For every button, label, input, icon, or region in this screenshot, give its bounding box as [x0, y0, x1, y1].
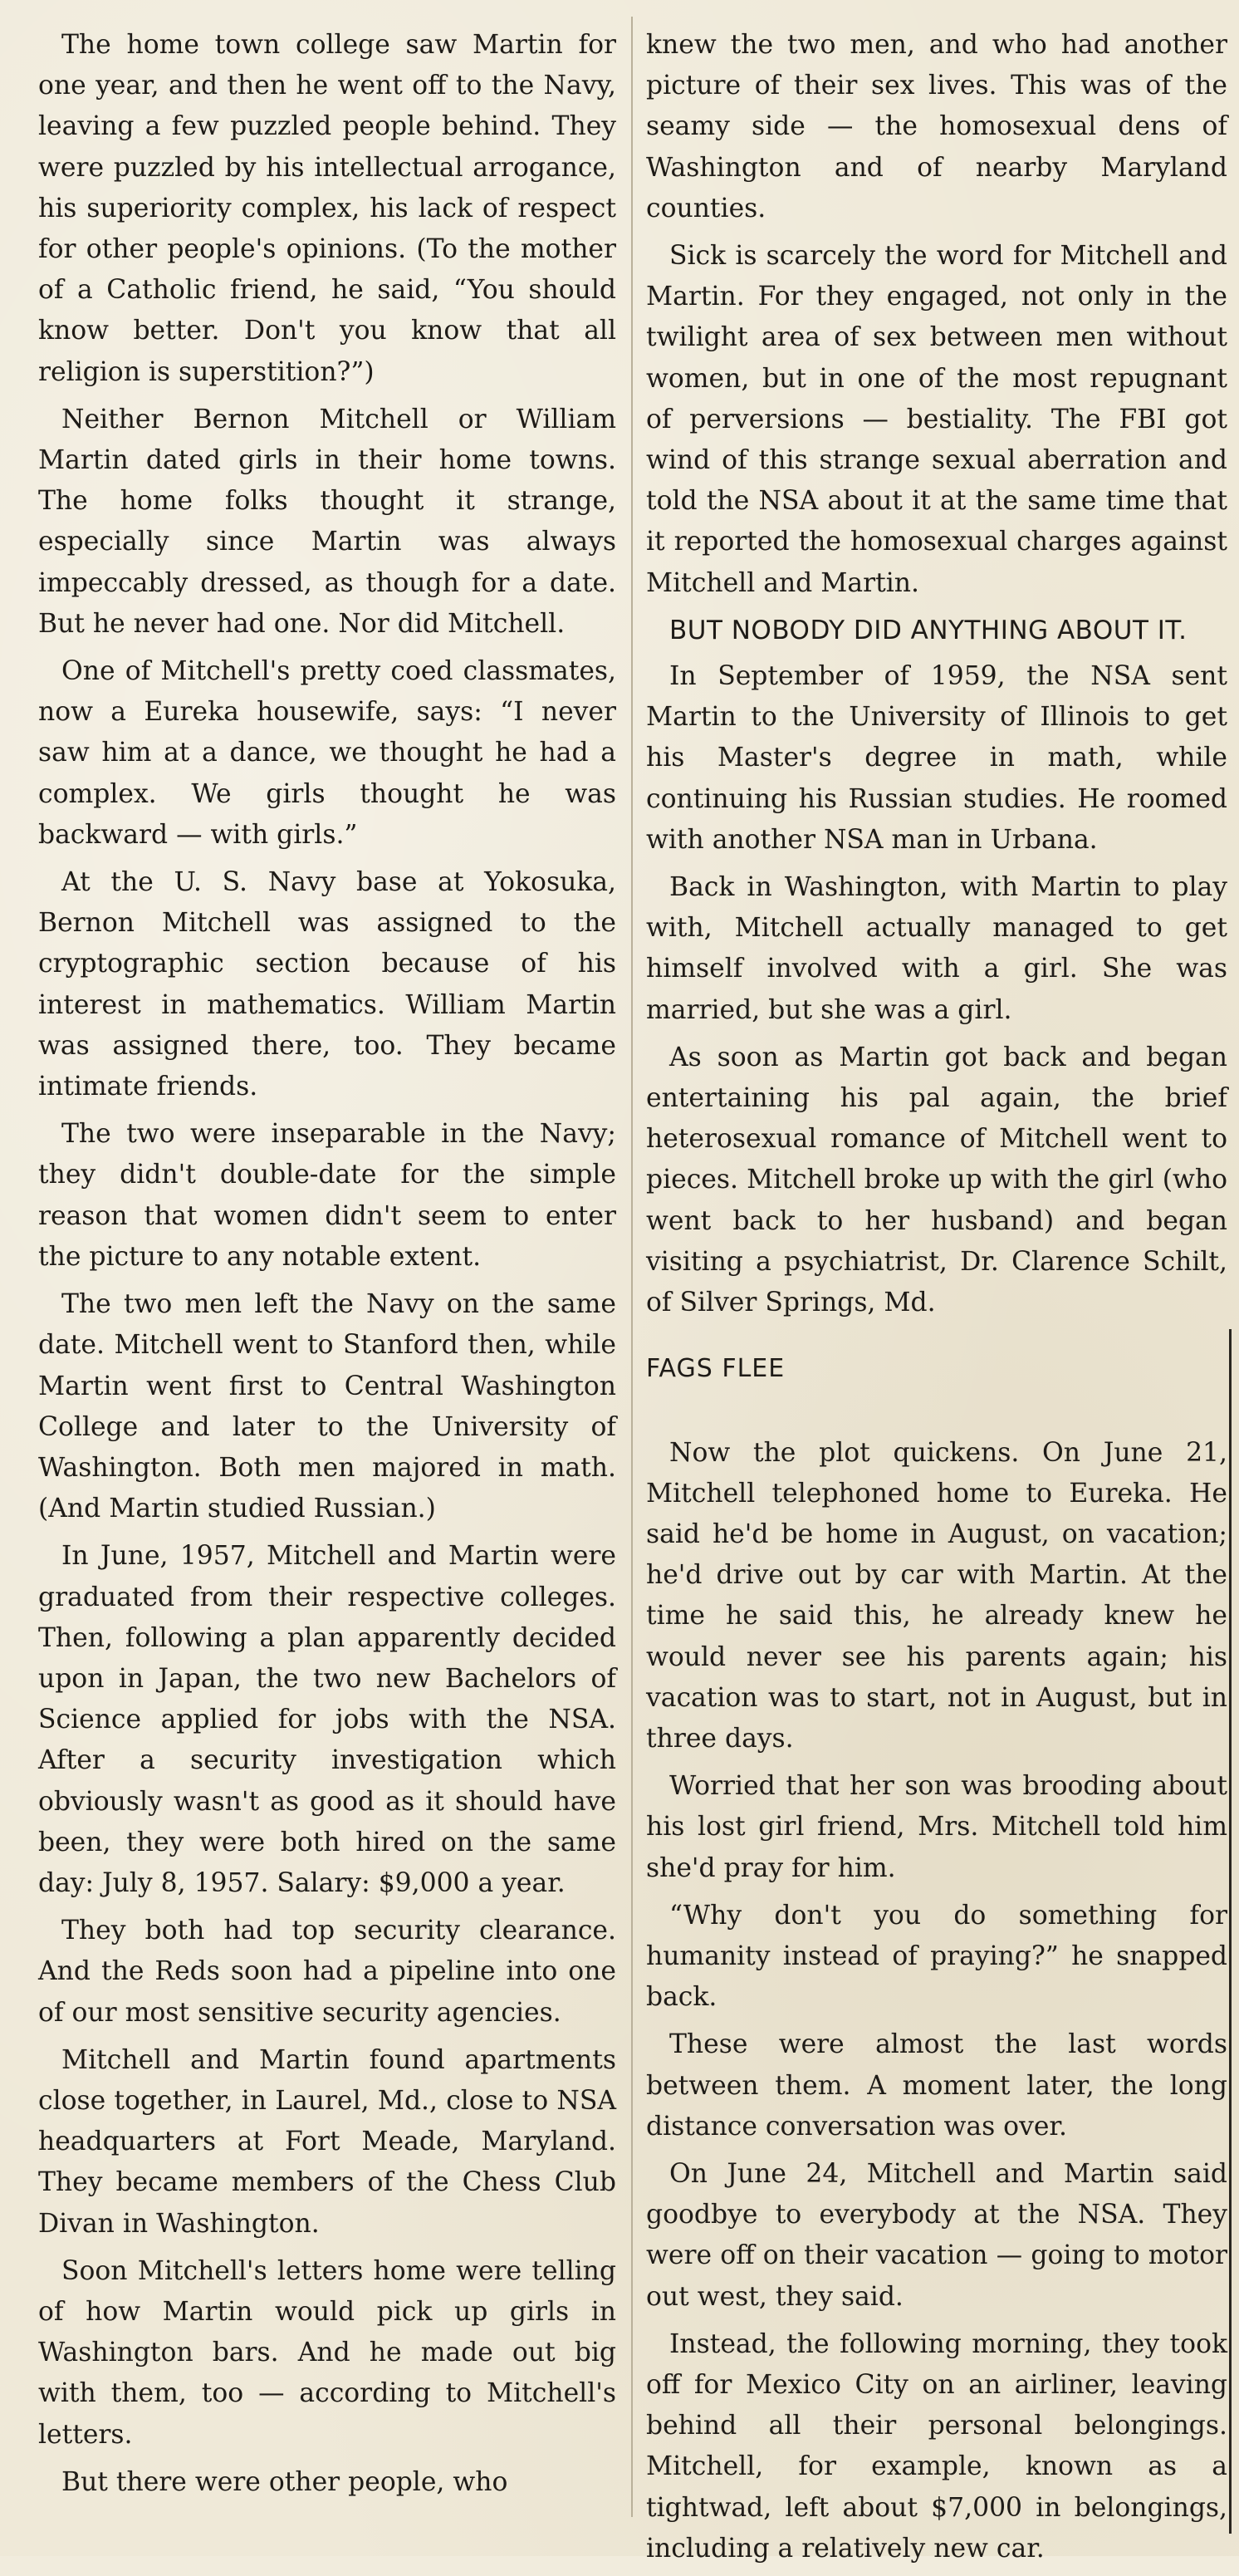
paragraph: knew the two men, and who had another picture of their sex lives. This was of the seamy side — the homosexual dens of Washington and of nearby Maryland counties. — [646, 30, 1227, 223]
paragraph: The two were inseparable in the Navy; they didn't double-date for the simple reason that women didn't seem to enter the picture to any notable extent. — [38, 1119, 616, 1272]
paragraph: One of Mitchell's pretty coed classmates, now a Eureka housewife, says: “I never saw him at a dance, we thought he had a complex. We girls thought he was backward — with girls.” — [38, 656, 616, 850]
paragraph: Sick is scarcely the word for Mitchell and Martin. For they engaged, not only in the twilight area of sex between men without women, but in one of the most repugnant of perversions — bestiality. The FBI got wind of this strange sexual aberration and told the NSA about it at the same time that it reported the homosexual charges against Mitchell and Martin. — [646, 241, 1227, 598]
column-divider — [631, 17, 633, 2517]
paragraph: Worried that her son was brooding about his lost girl friend, Mrs. Mitchell told him she'd pray for him. — [646, 1771, 1227, 1883]
paragraph: Mitchell and Martin found apartments close together, in Laurel, Md., close to NSA headquarters at Fort Meade, Maryland. They became members of the Chess Club Divan in Washington. — [38, 2044, 616, 2239]
paragraph: Back in Washington, with Martin to play with, Mitchell actually managed to get himself involved with a girl. She was married, but she was a girl. — [646, 872, 1227, 1025]
subhead: BUT NOBODY DID ANYTHING ABOUT IT. — [669, 615, 1188, 645]
paragraph: In June, 1957, Mitchell and Martin were graduated from their respective colleges. Then, following a plan apparently decided upon in Japan, the two new Bachelors of Science applied for jobs with the NSA. After a security investigation which obviously wasn't as good as it should have been, they were both hired on the same day: July 8, 1957. Salary: $9,000 a year. — [38, 1541, 616, 1898]
paragraph: They both had top security clearance. And the Reds soon had a pipeline into one of our most sensitive security agencies. — [38, 1916, 616, 2028]
right-edge-rule — [1229, 1329, 1232, 2534]
paragraph: But there were other people, who — [61, 2466, 508, 2497]
paragraph: On June 24, Mitchell and Martin said goodbye to everybody at the NSA. They were off on their vacation — going to motor out west, they said. — [646, 2158, 1227, 2312]
paragraph: These were almost the last words between them. A moment later, the long distance conversation was over. — [646, 2029, 1227, 2142]
right-column — [646, 25, 1227, 2576]
section-heading: FAGS FLEE — [646, 1354, 786, 1384]
paragraph: Neither Bernon Mitchell or William Martin dated girls in their home towns. The home folks thought it strange, especially since Martin was always impeccably dressed, as though for a date. But he never had one. Nor did Mitchell. — [38, 404, 616, 639]
paragraph: As soon as Martin got back and began entertaining his pal again, the brief heterosexual romance of Mitchell went to pieces. Mitchell broke up with the girl (who went back to her husband) and began visiting a psychiatrist, Dr. Clarence Schilt, of Silver Springs, Md. — [646, 1042, 1227, 1318]
paragraph: The home town college saw Martin for one year, and then he went off to the Navy, leaving a few puzzled people behind. They were puzzled by his intellectual arrogance, his superiority complex, his lack of respect for other people's opinions. (To the mother of a Catholic friend, he said, “You should know better. Don't you know that all religion is superstition?”) — [38, 30, 616, 387]
paragraph: In September of 1959, the NSA sent Martin to the University of Illinois to get his Master's degree in math, while continuing his Russian studies. He roomed with another NSA man in Urbana. — [646, 661, 1227, 855]
paragraph: The two men left the Navy on the same date. Mitchell went to Stanford then, while Martin went first to Central Washington College and later to the University of Washington. Both men majored in math. (And Martin studied Russian.) — [38, 1289, 616, 1524]
paragraph: Soon Mitchell's letters home were telling of how Martin would pick up girls in Washington bars. And he made out big with them, too — according to Mitchell's letters. — [38, 2255, 616, 2450]
left-column — [38, 25, 616, 2510]
paragraph: Instead, the following morning, they took off for Mexico City on an airliner, leaving behind all their personal belongings. Mitchell, for example, known as a tightwad, left about $7,000 in belongings, including a relatively new car. — [646, 2328, 1227, 2564]
paragraph: Now the plot quickens. On June 21, Mitchell telephoned home to Eureka. He said he'd be home in August, on vacation; he'd drive out by car with Martin. At the time he said this, he already knew he would never see his parents again; his vacation was to start, not in August, but in three days. — [646, 1437, 1227, 1754]
paragraph: At the U. S. Navy base at Yokosuka, Bernon Mitchell was assigned to the cryptographic section because of his interest in mathematics. William Martin was assigned there, too. They became intimate friends. — [38, 867, 616, 1102]
paragraph: “Why don't you do something for humanity instead of praying?” he snapped back. — [646, 1900, 1227, 2013]
